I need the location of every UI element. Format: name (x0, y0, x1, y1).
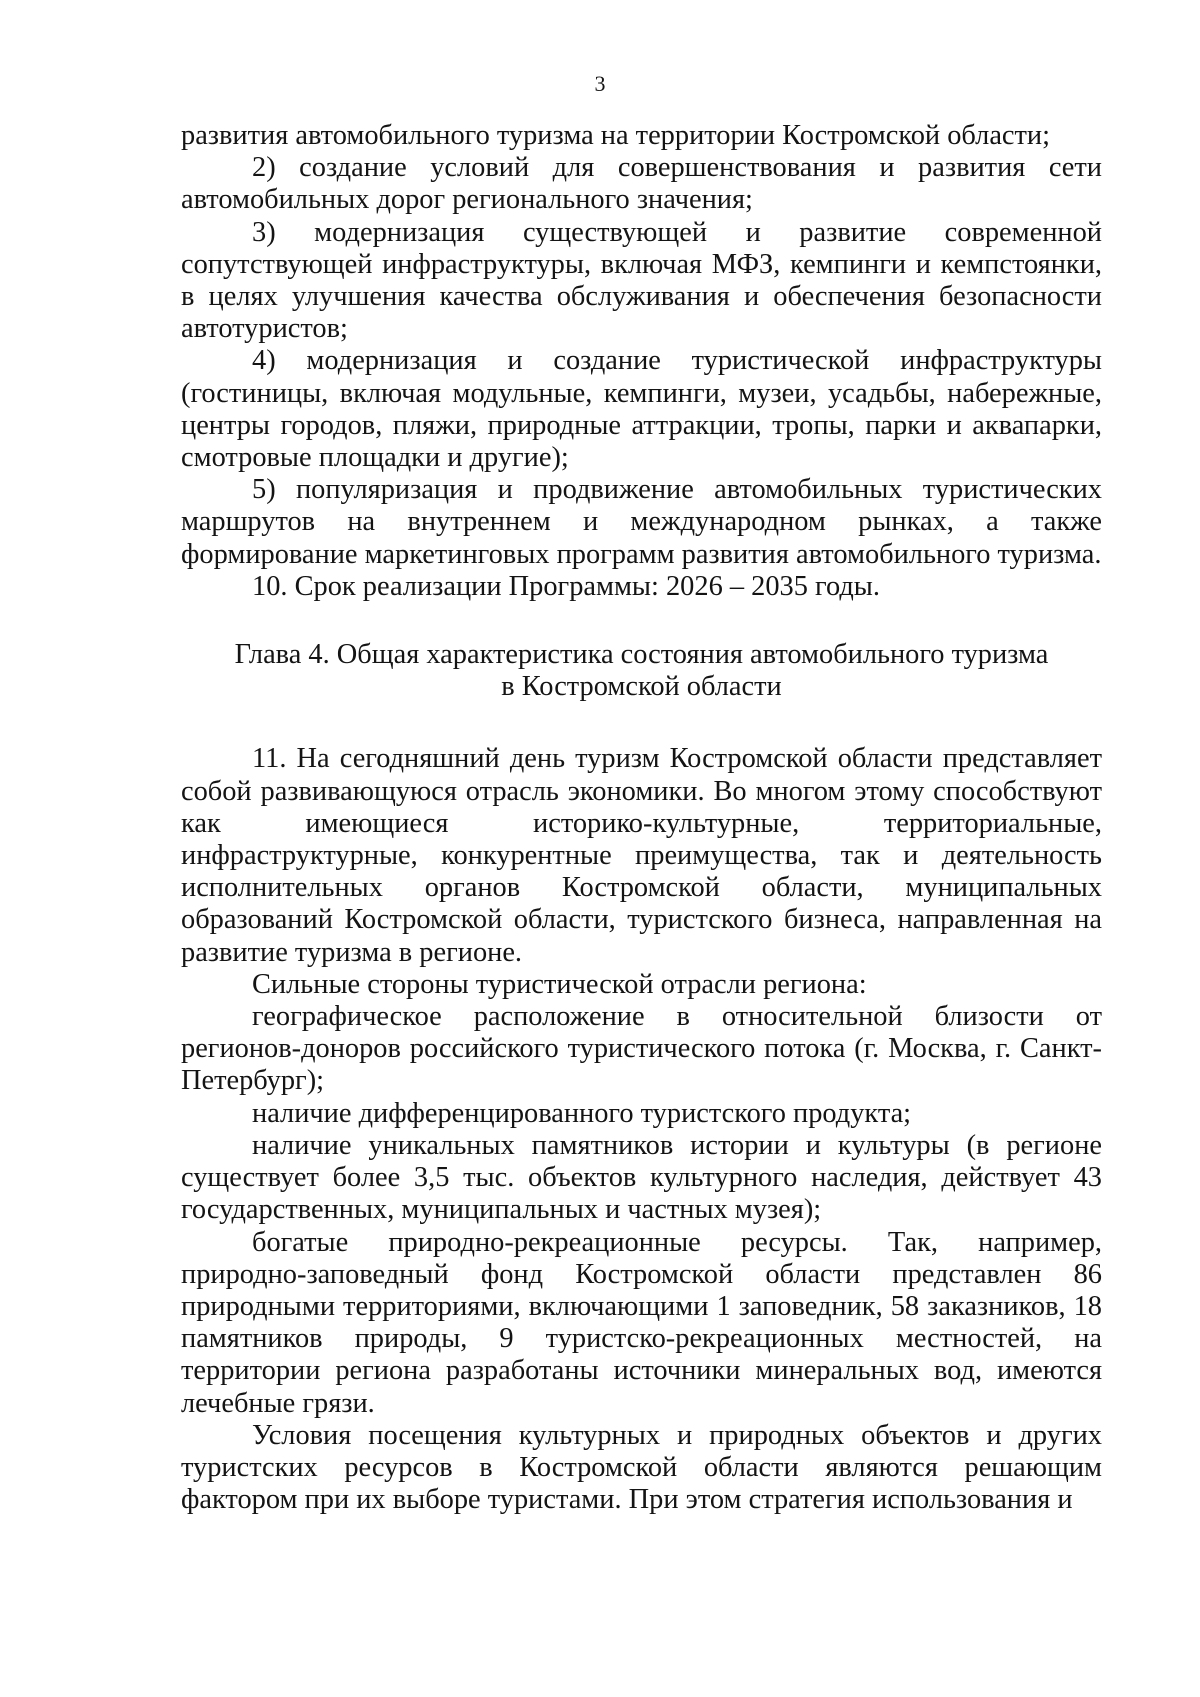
paragraph-continuation: развития автомобильного туризма на территории Костромской области; (181, 120, 1051, 151)
paragraph-conditions: Условия посещения культурных и природных объектов и других туристских ресурсов в Костромской области являются решающим фактором при их выборе туристами. При этом стратегия использования и (181, 1419, 1102, 1516)
chapter-heading-line-1: Глава 4. Общая характеристика состояния автомобильного туризма (234, 639, 1049, 671)
strength-heritage: наличие уникальных памятников истории и культуры (в регионе существует более 3,5 тыс. объектов культурного наследия, действует 43 государственных, муниципальных и частных музея); (181, 1129, 1102, 1226)
page-number: 3 (594, 71, 606, 96)
document-body (181, 120, 1102, 1516)
list-item-2: 2) создание условий для совершенствования и развития сети автомобильных дорог регионального значения; (181, 152, 1102, 216)
list-item-4: 4) модернизация и создание туристической инфраструктуры (гостиницы, включая модульные, кемпинги, музеи, усадьбы, набережные, центры городов, пляжи, природные аттракции, тропы, парки и аквапарки, смотровые площадки и другие); (181, 345, 1102, 474)
list-item-5: 5) популяризация и продвижение автомобильных туристических маршрутов на внутреннем и международном рынках, а также формирование маркетинговых программ развития автомобильного туризма. (181, 474, 1102, 570)
list-item-3: 3) модернизация существующей и развитие современной сопутствующей инфраструктуры, включая МФЗ, кемпинги и кемпстоянки, в целях улучшения качества обслуживания и обеспечения безопасности автотуристов; (181, 216, 1102, 345)
strength-geography: географическое расположение в относительной близости от регионов-доноров российского туристического потока (г. Москва, г. Санкт-Петербург); (181, 1001, 1102, 1097)
strength-product: наличие дифференцированного туристского продукта; (252, 1097, 912, 1129)
paragraph-10: 10. Срок реализации Программы: 2026 – 2035 годы. (252, 570, 880, 602)
chapter-heading-line-2: в Костромской области (501, 671, 782, 703)
strengths-intro: Сильные стороны туристической отрасли региона: (252, 968, 867, 1000)
paragraph-11: 11. На сегодняшний день туризм Костромской области представляет собой развивающуюся отрасль экономики. Во многом этому способствуют как имеющиеся историко-культурные, территориальные, инфраструктурные, конкурентные преимущества, так и деятельность исполнительных органов Костромской области, муниципальных образований Костромской области, туристского бизнеса, направленная на развитие туризма в регионе. (181, 743, 1102, 968)
strength-nature: богатые природно-рекреационные ресурсы. Так, например, природно-заповедный фонд Костромской области представлен 86 природными территориями, включающими 1 заповедник, 58 заказников, 18 памятников природы, 9 туристско-рекреационных местностей, на территории региона разработаны источники минеральных вод, имеются лечебные грязи. (181, 1226, 1102, 1419)
chapter-heading (181, 639, 1102, 703)
